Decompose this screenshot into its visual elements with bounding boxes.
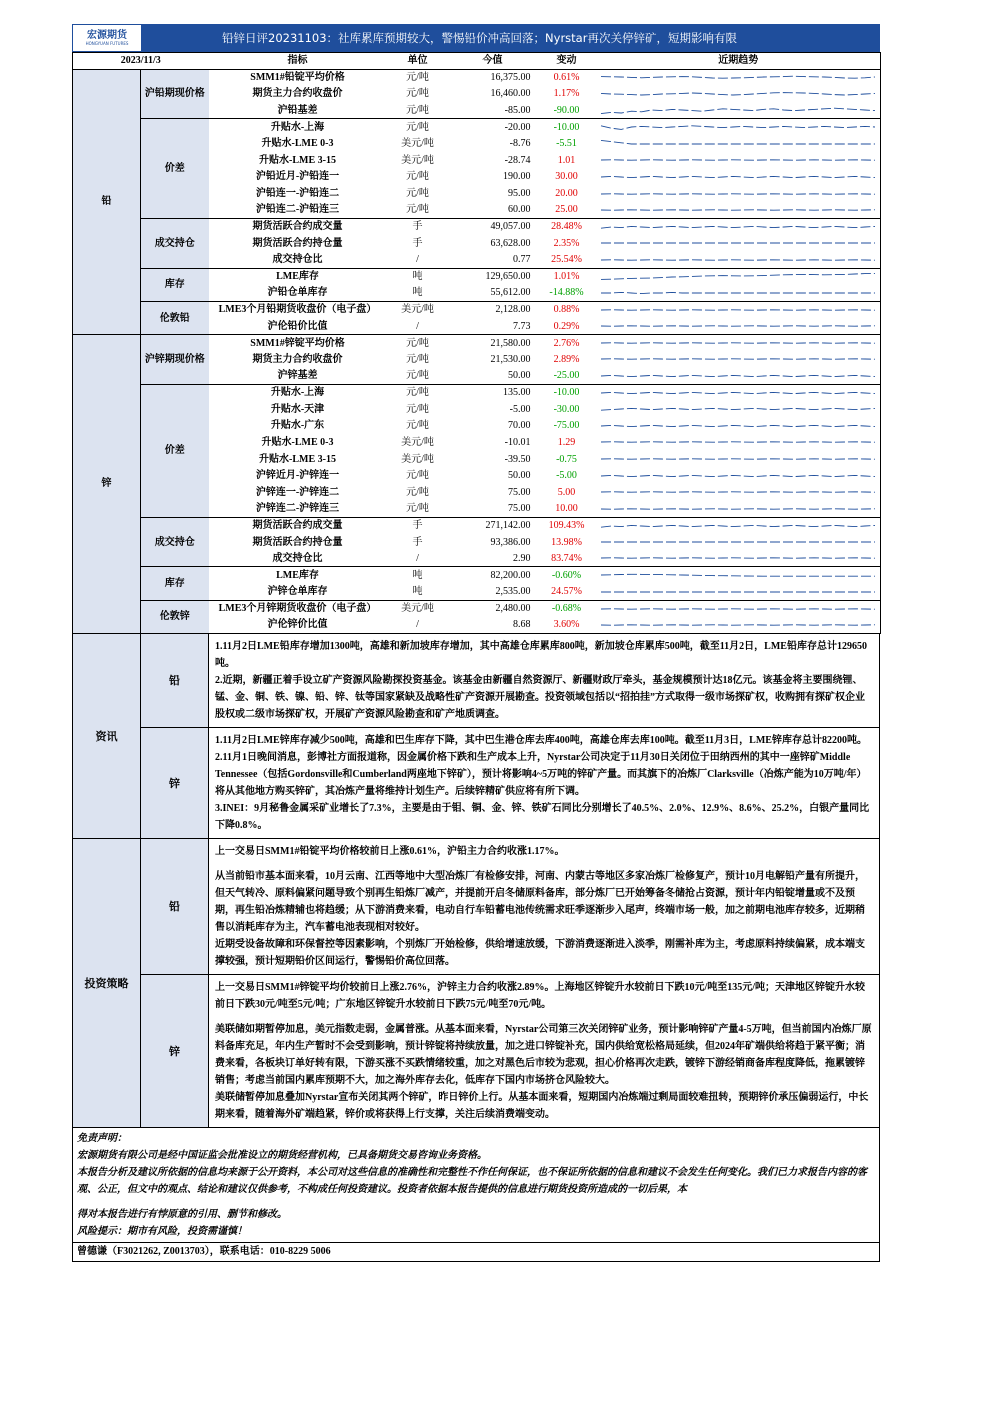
indicator-change: -5.00: [556, 470, 577, 482]
table-row: [73, 384, 881, 401]
indicator-value: 55,612.00: [449, 285, 537, 302]
indicator-unit: 元/吨: [406, 420, 429, 432]
strategy-text: [209, 839, 879, 974]
disclaimer-line: 本报告分析及建议所依据的信息均来源于公开资料，本公司对这些信息的准确性和完整性不作任何保证，也不保证所依据的信息和建议不会发生任何变化。我们已力求报告内容的客观、公正，但文中的观点、结论和建议仅供参考，不构成任何投资建议。投资者依据本报告提供的信息进行期货投资所造成的一切后果，本: [77, 1166, 867, 1195]
table-row: [73, 517, 881, 534]
strategy-row: [141, 839, 879, 975]
indicator-name: 沪铅连一-沪铅连二: [255, 188, 340, 200]
news-text: [209, 728, 879, 838]
indicator-change: -90.00: [537, 102, 597, 119]
indicator-change: -25.00: [537, 368, 597, 385]
sparkline: [597, 186, 881, 202]
group-label: 沪锌期现价格: [141, 335, 209, 385]
indicator-name: 期货活跃合约成交量: [252, 221, 343, 233]
indicator-unit: 元/吨: [387, 102, 449, 119]
zinc-category: 锌: [73, 335, 141, 634]
indicator-change: -75.00: [553, 420, 580, 432]
trend-cell: [597, 351, 881, 368]
sparkline: [597, 368, 881, 384]
indicator-change: 24.57%: [537, 584, 597, 601]
indicator-change: 0.88%: [553, 304, 580, 316]
sparkline: [597, 152, 881, 168]
indicator-unit: 元/吨: [406, 88, 429, 100]
strategy-section: [72, 839, 880, 1128]
trend-cell: [597, 550, 881, 567]
trend-cell: [597, 268, 881, 285]
sparkline: [597, 102, 881, 118]
indicator-unit: 吨: [412, 569, 423, 581]
indicator-unit: 元/吨: [406, 337, 429, 349]
strategy-row: [141, 975, 879, 1127]
indicator-unit: 元/吨: [406, 387, 429, 399]
sparkline: [597, 252, 881, 268]
trend-cell: [597, 467, 881, 484]
news-label: 资讯: [73, 634, 141, 838]
indicator-name: 升贴水-LME 3-15: [259, 453, 336, 465]
sparkline-path: [601, 525, 875, 527]
trend-cell: [597, 119, 881, 136]
sparkline: [597, 202, 881, 218]
indicator-change: -30.00: [553, 403, 580, 415]
indicator-change: 2.35%: [553, 237, 580, 249]
indicator-unit: 美元/吨: [401, 453, 434, 465]
indicator-name: 沪铅基差: [209, 102, 387, 119]
paragraph: 1.11月2日LME锌库存减少500吨，高雄和巴生库存下降，其中巴生港仓库去库400吨，高雄仓库去库100吨。截至11月3日，LME锌库存总计82200吨。: [215, 734, 867, 746]
indicator-change: 20.00: [555, 188, 578, 200]
col-indicator: 指标: [209, 53, 387, 70]
trend-cell: [597, 102, 881, 119]
indicator-change: 3.60%: [537, 617, 597, 634]
indicator-unit: 手: [412, 237, 423, 249]
indicator-value: -28.74: [504, 154, 531, 166]
sparkline-path: [601, 425, 875, 426]
group-label: 价差: [141, 384, 209, 517]
report-title: 铅锌日评20231103：社库累库预期较大，警惕铅价冲高回落；Nyrstar再次关停锌矿，短期影响有限: [222, 31, 737, 45]
indicator-change: 25.54%: [537, 252, 597, 269]
indicator-value: 75.00: [508, 486, 531, 498]
disclaimer-line: 得对本报告进行有悖原意的引用、删节和修改。: [77, 1208, 287, 1220]
indicator-unit: 元/吨: [406, 72, 429, 84]
indicator-value: 135.00: [503, 387, 531, 399]
strategy-label: 投资策略: [73, 839, 141, 1127]
indicator-change: -5.51: [556, 138, 577, 150]
sparkline: [597, 501, 881, 517]
indicator-unit: 元/吨: [406, 171, 429, 183]
sparkline: [597, 401, 881, 417]
sparkline: [597, 119, 881, 135]
trend-cell: [597, 517, 881, 534]
indicator-change: -10.00: [553, 387, 580, 399]
sparkline: [597, 169, 881, 185]
indicator-name: 升贴水-LME 3-15: [259, 154, 336, 166]
indicator-unit: 元/吨: [406, 188, 429, 200]
trend-cell: [597, 69, 881, 86]
indicator-name: 期货活跃合约持仓量: [252, 536, 343, 548]
sparkline-path: [601, 93, 875, 95]
paragraph: 上一交易日SMM1#铅锭平均价格较前日上涨0.61%，沪铅主力合约收涨1.17%。: [215, 845, 565, 857]
sparkline: [597, 550, 881, 566]
disclaimer-line: 宏源期货有限公司是经中国证监会批准设立的期货经营机构，已具备期货交易咨询业务资格。: [77, 1149, 487, 1161]
disclaimer-line: 风险提示：期市有风险，投资需谨慎！: [77, 1225, 247, 1237]
indicator-unit: /: [387, 318, 449, 335]
sparkline: [597, 70, 881, 86]
logo-text: 宏源期货: [87, 30, 127, 41]
indicator-change: -14.88%: [537, 285, 597, 302]
indicator-change: 83.74%: [537, 550, 597, 567]
indicator-name: 沪锌连一-沪锌连二: [255, 486, 340, 498]
indicator-name: 升贴水-LME 0-3: [261, 436, 334, 448]
indicator-name: 期货主力合约收盘价: [252, 353, 343, 365]
group-label: 价差: [141, 119, 209, 219]
trend-cell: [597, 318, 881, 335]
group-label: 成交持仓: [141, 218, 209, 268]
paragraph: 2.近期，新疆正着手设立矿产资源风险勘探投资基金。该基金由新疆自然资源厅、新疆财政厅牵头，基金规模预计达18亿元。该基金将主要围绕锂、锰、金、铜、铁、镍、铅、锌、钛等国家紧缺及战略性矿产资源开展勘查。投资领域包括以“招拍挂”方式取得一级市场探矿权，收购拥有探矿权企业股权或二级市场探矿权，开展矿产资源风险勘查和矿产地质调查。: [215, 674, 865, 720]
indicator-change: 2.76%: [553, 337, 580, 349]
indicator-value: 2,535.00: [449, 584, 537, 601]
table-row: [73, 335, 881, 352]
indicator-value: 70.00: [508, 420, 531, 432]
indicator-change: 1.29: [557, 436, 576, 448]
col-trend: 近期趋势: [597, 53, 881, 70]
indicator-value: 49,057.00: [490, 221, 531, 233]
sparkline: [597, 351, 881, 367]
group-label: 伦敦锌: [141, 600, 209, 633]
trend-cell: [597, 86, 881, 103]
indicator-name: 沪铅连二-沪铅连三: [209, 202, 387, 219]
indicator-value: 7.73: [449, 318, 537, 335]
sparkline-path: [601, 126, 875, 130]
indicator-change: -0.68%: [551, 603, 582, 615]
sparkline-path: [601, 375, 875, 376]
sparkline: [597, 219, 881, 235]
trend-cell: [597, 600, 881, 617]
report-date: 2023/11/3: [73, 53, 209, 70]
trend-cell: [597, 401, 881, 418]
indicator-value: 2,128.00: [495, 304, 531, 316]
sparkline: [597, 136, 881, 152]
group-label: 伦敦铅: [141, 301, 209, 334]
sparkline: [597, 285, 881, 301]
indicator-name: 沪锌基差: [209, 368, 387, 385]
indicator-name: 沪铅仓单库存: [209, 285, 387, 302]
indicator-unit: 吨: [387, 285, 449, 302]
trend-cell: [597, 617, 881, 634]
indicator-name: 升贴水-LME 0-3: [261, 138, 334, 150]
indicator-change: 1.17%: [553, 88, 580, 100]
strategy-sub-label: 铅: [141, 839, 209, 974]
sparkline-path: [601, 409, 875, 411]
strategy-text: [209, 975, 879, 1127]
news-row: [141, 728, 879, 838]
paragraph: 从当前铅市基本面来看，10月云南、江西等地中大型冶炼厂有检修安排，河南、内蒙古等地区多家冶炼厂检修复产，预计10月电解铅产量有所提升，但天气转冷、原料偏紧问题导致个别再生铅炼厂减产，并提前开启冬储原料备库，部分炼厂已开始筹备冬储抢占资源，预计年内铅锭增量或不及预期，再生铅冶炼精辅也将趋缓；从下游消费来看，电动自行车铅蓄电池传统需求旺季逐渐步入尾声，终端市场一般，加之前期电池库存较多，近期稍售以消耗库存为主，汽车蓄电池表现相对较好。: [215, 870, 865, 933]
report: [72, 24, 880, 1262]
indicator-unit: 元/吨: [387, 368, 449, 385]
trend-cell: [597, 218, 881, 235]
indicator-unit: 元/吨: [406, 403, 429, 415]
indicator-change: 1.01%: [553, 271, 580, 283]
table-row: [73, 218, 881, 235]
sparkline-path: [601, 140, 875, 144]
company-logo: [72, 24, 142, 52]
trend-cell: [597, 169, 881, 186]
indicator-name: 期货活跃合约成交量: [252, 520, 343, 532]
indicator-unit: 元/吨: [406, 121, 429, 133]
indicator-unit: 元/吨: [406, 470, 429, 482]
trend-cell: [597, 335, 881, 352]
table-row: [73, 119, 881, 136]
sparkline: [597, 601, 881, 617]
news-body: [141, 634, 879, 838]
trend-cell: [597, 285, 881, 302]
indicator-name: 升贴水-广东: [270, 420, 325, 432]
indicator-value: -39.50: [504, 453, 531, 465]
lead-category: 铅: [73, 69, 141, 335]
sparkline: [597, 468, 881, 484]
sparkline: [597, 318, 881, 334]
indicator-name: 沪锌连二-沪锌连三: [209, 501, 387, 518]
trend-cell: [597, 384, 881, 401]
indicator-name: 沪伦铅价比值: [209, 318, 387, 335]
indicator-unit: 手: [412, 520, 423, 532]
sparkline-path: [601, 176, 875, 177]
report-header: [72, 24, 880, 52]
indicator-name: 沪锌仓单库存: [209, 584, 387, 601]
sparkline: [597, 335, 881, 351]
trend-cell: [597, 185, 881, 202]
indicator-name: 沪铅近月-沪铅连一: [255, 171, 340, 183]
indicator-unit: 手: [412, 536, 423, 548]
table-row: [73, 600, 881, 617]
indicator-name: 升贴水-天津: [270, 403, 325, 415]
indicator-value: -10.01: [504, 436, 531, 448]
sparkline: [597, 434, 881, 450]
paragraph: 美联储暂停加息叠加Nyrstar宣布关闭其两个锌矿，昨日锌价上行。从基本面来看，短期国内冶炼端过剩局面较难扭转，预期锌价承压偏弱运行，中长期来看，随着海外矿端趋紧，锌价或将获得上行支撑，关注后续消费端变动。: [215, 1091, 869, 1120]
trend-cell: [597, 301, 881, 318]
sparkline-path: [601, 226, 875, 228]
indicator-change: 5.00: [557, 486, 576, 498]
indicator-value: 95.00: [508, 188, 531, 200]
sparkline: [597, 302, 881, 318]
paragraph: 3.INEI：9月秘鲁金属采矿业增长了7.3%，主要是由于钼、铜、金、锌、铁矿石同比分别增长了40.5%、2.0%、12.9%、8.6%、25.2%，白银产量同比下降0.8%。: [215, 802, 870, 831]
indicator-change: -0.60%: [551, 569, 582, 581]
sparkline-path: [601, 575, 875, 577]
news-section: [72, 634, 880, 839]
paragraph: 1.11月2日LME铅库存增加1300吨，高雄和新加坡库存增加，其中高雄仓库累库800吨，新加坡仓库累库500吨，截至11月2日，LME铅库存总计129650吨。: [215, 640, 867, 669]
disclaimer: [72, 1128, 880, 1243]
indicator-unit: 吨: [412, 271, 423, 283]
news-sub-label: 锌: [141, 728, 209, 838]
indicator-unit: 美元/吨: [401, 154, 434, 166]
indicator-value: 271,142.00: [485, 520, 531, 532]
indicator-unit: 元/吨: [406, 353, 429, 365]
indicator-value: -8.76: [509, 138, 531, 150]
indicator-unit: 美元/吨: [401, 138, 434, 150]
indicator-value: 16,375.00: [490, 72, 531, 84]
indicator-value: 93,386.00: [490, 536, 531, 548]
col-change: 变动: [537, 53, 597, 70]
trend-cell: [597, 484, 881, 501]
strategy-sub-label: 锌: [141, 975, 209, 1127]
indicator-value: 60.00: [449, 202, 537, 219]
indicator-value: 0.77: [449, 252, 537, 269]
sparkline: [597, 86, 881, 102]
sparkline: [597, 385, 881, 401]
indicator-change: -10.00: [553, 121, 580, 133]
indicator-value: -85.00: [449, 102, 537, 119]
sparkline-path: [601, 273, 875, 279]
data-table: [72, 52, 881, 634]
indicator-change: 1.01: [557, 154, 576, 166]
trend-cell: [597, 434, 881, 451]
trend-cell: [597, 584, 881, 601]
indicator-name: SMM1#铅锭平均价格: [250, 72, 345, 84]
indicator-name: 成交持仓比: [209, 252, 387, 269]
col-today: 今值: [449, 53, 537, 70]
sparkline-path: [601, 76, 875, 78]
trend-cell: [597, 152, 881, 169]
indicator-change: 13.98%: [551, 536, 582, 548]
trend-cell: [597, 202, 881, 219]
indicator-name: 成交持仓比: [209, 550, 387, 567]
sparkline: [597, 484, 881, 500]
table-row: [73, 567, 881, 584]
indicator-value: 16,460.00: [490, 88, 531, 100]
indicator-change: 25.00: [537, 202, 597, 219]
indicator-name: LME库存: [276, 271, 319, 283]
indicator-value: 50.00: [508, 470, 531, 482]
table-row: [73, 268, 881, 285]
trend-cell: [597, 501, 881, 518]
news-text: [209, 634, 879, 727]
indicator-unit: /: [387, 550, 449, 567]
indicator-name: 沪锌近月-沪锌连一: [255, 470, 340, 482]
indicator-change: 0.29%: [537, 318, 597, 335]
trend-cell: [597, 567, 881, 584]
sparkline-path: [601, 292, 875, 293]
indicator-name: SMM1#锌锭平均价格: [250, 337, 345, 349]
logo-subtext: HONGYUAN FUTURES: [85, 41, 129, 46]
trend-cell: [597, 135, 881, 152]
sparkline: [597, 451, 881, 467]
trend-cell: [597, 368, 881, 385]
indicator-value: 21,530.00: [490, 353, 531, 365]
indicator-name: 升贴水-上海: [270, 121, 325, 133]
indicator-unit: /: [387, 617, 449, 634]
indicator-value: 2.90: [449, 550, 537, 567]
indicator-name: LME库存: [276, 569, 319, 581]
indicator-unit: 吨: [387, 584, 449, 601]
group-label: 成交持仓: [141, 517, 209, 567]
trend-cell: [597, 235, 881, 252]
indicator-unit: 美元/吨: [401, 304, 434, 316]
table-header-row: [73, 53, 881, 70]
indicator-change: 109.43%: [548, 520, 585, 532]
indicator-unit: 美元/吨: [401, 603, 434, 615]
sparkline: [597, 269, 881, 285]
sparkline: [597, 617, 881, 633]
indicator-unit: 元/吨: [387, 202, 449, 219]
indicator-change: 2.89%: [553, 353, 580, 365]
indicator-unit: 元/吨: [387, 501, 449, 518]
sparkline: [597, 418, 881, 434]
sparkline: [597, 518, 881, 534]
indicator-value: 8.68: [449, 617, 537, 634]
indicator-value: -20.00: [504, 121, 531, 133]
col-unit: 单位: [387, 53, 449, 70]
indicator-value: 2,480.00: [495, 603, 531, 615]
indicator-value: 190.00: [503, 171, 531, 183]
strategy-body: [141, 839, 879, 1127]
indicator-change: -0.75: [556, 453, 577, 465]
indicator-value: 63,628.00: [490, 237, 531, 249]
indicator-value: -5.00: [509, 403, 531, 415]
sparkline-path: [601, 109, 875, 114]
disclaimer-line: 免责声明：: [77, 1132, 127, 1144]
news-sub-label: 铅: [141, 634, 209, 727]
footer-contact: 曾德谦（F3021262, Z0013703），联系电话：010-8229 5006: [72, 1243, 880, 1262]
indicator-value: 21,580.00: [490, 337, 531, 349]
indicator-unit: 元/吨: [406, 486, 429, 498]
group-label: 沪铅期现价格: [141, 69, 209, 119]
paragraph: 近期受设备故障和环保督控等因素影响，个别炼厂开始检修，供给增速放缓，下游消费逐渐进入淡季，刚需补库为主，考虑原料持续偏紧，成本端支撑较强，预计短期铅价区间运行，警惕铅价高位回落。: [215, 938, 865, 967]
sparkline: [597, 534, 881, 550]
indicator-unit: /: [387, 252, 449, 269]
group-label: 库存: [141, 268, 209, 301]
sparkline-path: [601, 475, 875, 476]
indicator-value: 50.00: [449, 368, 537, 385]
indicator-name: 沪伦锌价比值: [209, 617, 387, 634]
indicator-change: 0.61%: [553, 72, 580, 84]
indicator-value: 129,650.00: [485, 271, 531, 283]
indicator-change: 28.48%: [551, 221, 582, 233]
indicator-change: 30.00: [555, 171, 578, 183]
trend-cell: [597, 534, 881, 551]
indicator-value: 82,200.00: [490, 569, 531, 581]
indicator-name: 升贴水-上海: [270, 387, 325, 399]
table-row: [73, 301, 881, 318]
sparkline: [597, 235, 881, 251]
paragraph: 2.11月1日晚间消息，彭博社方面报道称，因金属价格下跌和生产成本上升，Nyrstar公司决定于11月30日关闭位于田纳西州的其中一座锌矿Middle Tennessee（包括Gordonsville和Cumberland两座地下锌矿），预计将影响4~5万吨的锌矿产量。而其旗下的冶炼厂Clarksville（冶炼产能为10万吨/年）将从其他地方购买锌矿，其冶炼产量将维持计划生产。后续锌精矿供应将有所下调。: [215, 751, 867, 797]
trend-cell: [597, 252, 881, 269]
sparkline-path: [601, 392, 875, 393]
indicator-name: 期货活跃合约持仓量: [252, 237, 343, 249]
indicator-name: LME3个月铅期货收盘价（电子盘）: [218, 304, 377, 316]
table-row: [73, 69, 881, 86]
paragraph: 美联储如期暂停加息，美元指数走弱，金属普涨。从基本面来看，Nyrstar公司第三次关闭锌矿业务，预计影响锌矿产量4-5万吨，但当前国内冶炼厂原料备库充足，年内生产暂时不会受到影响，预计锌锭将持续放量，加之进口锌锭补充，国内供给宽松格局延续，但2024年矿端供给将趋于紧平衡；消费来看，各板块订单好转有限，下游买涨不买跌情绪较重，加之对黑色后市较为悲观，担心价格再次走跌，镀锌下游经销商备库程度降低，拖累镀锌销售；考虑当前国内累库预期不大，加之海外库存去化，低库存下国内市场挤仓风险较大。: [215, 1023, 872, 1086]
indicator-unit: 美元/吨: [401, 436, 434, 448]
trend-cell: [597, 451, 881, 468]
indicator-name: LME3个月锌期货收盘价（电子盘）: [218, 603, 377, 615]
indicator-name: 期货主力合约收盘价: [252, 88, 343, 100]
news-row: [141, 634, 879, 728]
paragraph: 上一交易日SMM1#锌锭平均价较前日上涨2.76%，沪锌主力合约收涨2.89%。上海地区锌锭升水较前日下跌10元/吨至135元/吨；天津地区锌锭升水较前日下跌30元/吨至5元/吨；广东地区锌锭升水较前日下跌75元/吨至70元/吨。: [215, 981, 865, 1010]
group-label: 库存: [141, 567, 209, 600]
indicator-unit: 手: [412, 221, 423, 233]
sparkline: [597, 567, 881, 583]
indicator-change: 10.00: [537, 501, 597, 518]
trend-cell: [597, 418, 881, 435]
indicator-value: 75.00: [449, 501, 537, 518]
sparkline: [597, 584, 881, 600]
